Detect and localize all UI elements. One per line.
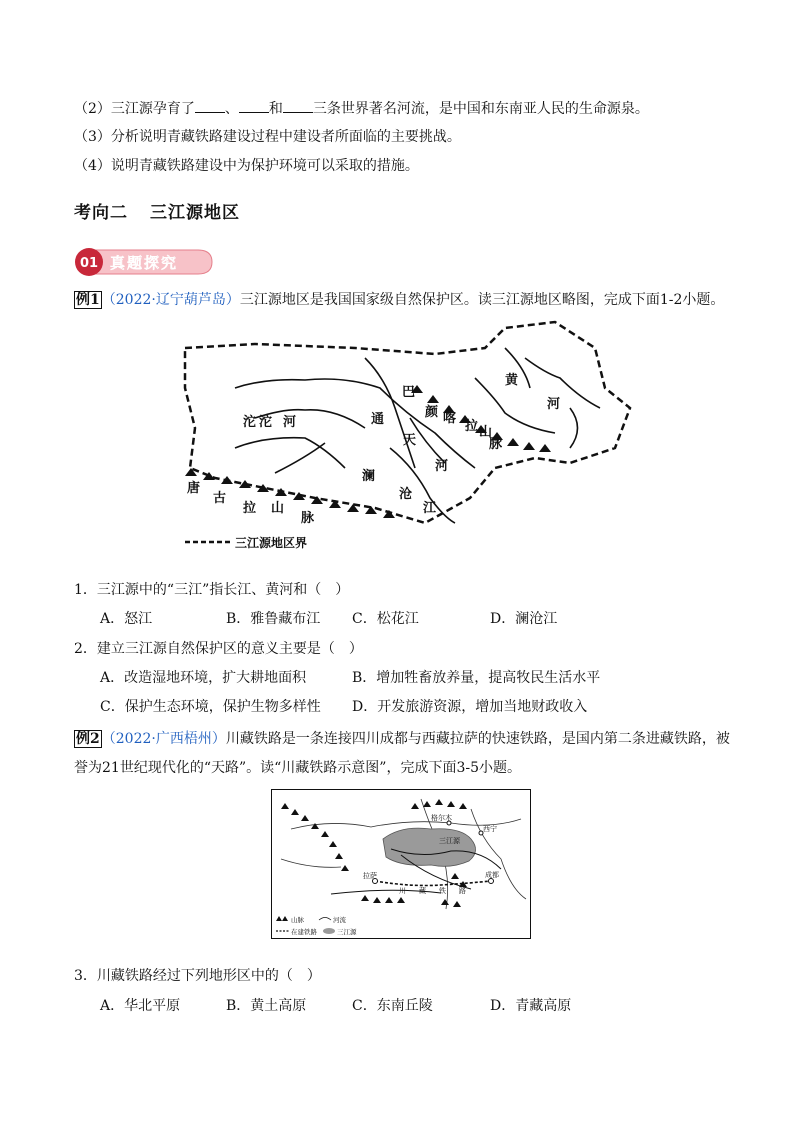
q1-option-b[interactable]: B．雅鲁藏布江 (226, 611, 321, 627)
label-lasa: 拉萨 (363, 872, 377, 880)
banner-badge: 01 (79, 256, 99, 271)
q2-option-a[interactable]: A．改造湿地环境，扩大耕地面积 (100, 670, 307, 686)
label-tuotuohe-2: 沱 (259, 415, 273, 430)
q2-option-b[interactable]: B．增加牲畜放养量，提高牧民生活水平 (352, 670, 601, 686)
example-2-text-1: 川藏铁路是一条连接四川成都与西藏拉萨的快速铁路，是国内第二条进藏铁路，被 (225, 731, 730, 747)
q2-option-d[interactable]: D．开发旅游资源，增加当地财政收入 (352, 699, 588, 715)
label-tie: 铁 (439, 887, 446, 895)
blank-3[interactable] (283, 98, 313, 113)
label-bayankala-3: 喀 (443, 411, 457, 426)
q3-option-d[interactable]: D．青藏高原 (490, 998, 572, 1014)
label-tanggula-2: 古 (213, 491, 227, 506)
q3-stem: 3．川藏铁路经过下列地形区中的（ ） (74, 968, 321, 984)
q2-prefix: （2）三江源孕育了 (74, 101, 195, 117)
q3-option-c[interactable]: C．东南丘陵 (352, 998, 433, 1014)
q3-option-a[interactable]: A．华北平原 (100, 998, 181, 1014)
rivers (235, 348, 600, 523)
railway-map (271, 789, 531, 939)
label-bayankala-4: 拉 (465, 419, 479, 434)
label-tanggula-4: 山 (271, 501, 285, 516)
label-bayankala-6: 脉 (489, 437, 503, 452)
legend-mountain: 山脉 (291, 916, 304, 924)
label-lancangjiang-3: 江 (423, 501, 437, 516)
example-2-text-2: 誉为21世纪现代化的“天路”。读“川藏铁路示意图”，完成下面3-5小题。 (74, 760, 521, 776)
label-xining: 西宁 (483, 825, 497, 833)
label-lu: 路 (459, 887, 466, 895)
sanjiangyuan-map (175, 318, 635, 558)
example-2-source[interactable]: （2022·广西梧州） (101, 731, 226, 747)
section-banner (74, 246, 214, 278)
question-2-fill (74, 98, 649, 119)
label-bayankala-5: 山 (479, 425, 493, 440)
label-lancangjiang-2: 沧 (399, 487, 413, 502)
legend-river: 河流 (333, 916, 346, 924)
q2-sep2: 和 (268, 101, 283, 117)
legend-boundary-label: 三江源地区界 (235, 536, 308, 550)
label-chuan: 川 (399, 887, 406, 895)
chengdu-dot (489, 879, 494, 884)
label-zang: 藏 (419, 887, 426, 895)
q2-suffix: 三条世界著名河流，是中国和东南亚人民的生命源泉。 (312, 101, 649, 117)
legend-area: 三江源 (337, 928, 357, 936)
label-tongtianhe-2: 天 (403, 433, 417, 448)
example-1-intro (74, 290, 724, 310)
label-tongtianhe-1: 通 (371, 412, 385, 427)
label-tuotuohe-3: 河 (283, 415, 297, 430)
q2-option-c[interactable]: C．保护生态环境，保护生物多样性 (100, 699, 321, 715)
question-4-text: （4）说明青藏铁路建设中为保护环境可以采取的措施。 (74, 158, 419, 174)
label-tanggula-1: 唐 (187, 481, 201, 496)
example-2-tag: 例2 (76, 731, 100, 747)
q1-stem: 1．三江源中的“三江”指长江、黄河和（ ） (74, 582, 350, 598)
map-labels (187, 372, 560, 526)
blank-2[interactable] (239, 98, 269, 113)
section-number: 考向二 (74, 203, 128, 223)
q1-option-c[interactable]: C．松花江 (352, 611, 419, 627)
sanjiangyuan-area (383, 828, 476, 866)
label-tanggula-3: 拉 (243, 501, 257, 516)
legend-railway: 在建铁路 (291, 928, 317, 936)
label-tuotuohe-1: 沱 (243, 415, 257, 430)
q2-sep1: 、 (224, 101, 239, 117)
label-sanjiangyuan: 三江源 (439, 837, 460, 845)
label-huanghe-1: 黄 (505, 373, 519, 388)
example-2-intro (74, 729, 730, 749)
label-huanghe-2: 河 (547, 397, 561, 412)
label-tongtianhe-3: 河 (435, 459, 449, 474)
label-tanggula-5: 脉 (301, 511, 315, 526)
label-chengdu: 成都 (485, 871, 499, 879)
question-3-text: （3）分析说明青藏铁路建设过程中建设者所面临的主要挑战。 (74, 129, 461, 145)
example-1-tag: 例1 (76, 292, 100, 308)
q2-stem: 2．建立三江源自然保护区的意义主要是（ ） (74, 641, 363, 657)
q1-option-d[interactable]: D．澜沧江 (490, 611, 558, 627)
label-lancangjiang-1: 澜 (362, 469, 376, 484)
label-geermu: 格尔木 (431, 814, 452, 822)
q3-option-b[interactable]: B．黄土高原 (226, 998, 307, 1014)
label-bayankala-1: 巴 (402, 385, 416, 400)
example-1-source[interactable]: （2022·辽宁葫芦岛） (101, 292, 240, 308)
q1-option-a[interactable]: A．怒江 (100, 611, 153, 627)
map2-legend (273, 915, 363, 937)
section-heading (74, 198, 240, 223)
section-title: 三江源地区 (150, 203, 240, 223)
banner-text: 真题探究 (110, 254, 179, 272)
example-1-text: 三江源地区是我国国家级自然保护区。读三江源地区略图，完成下面1-2小题。 (239, 292, 725, 308)
label-bayankala-2: 颜 (425, 405, 439, 420)
blank-1[interactable] (195, 98, 225, 113)
